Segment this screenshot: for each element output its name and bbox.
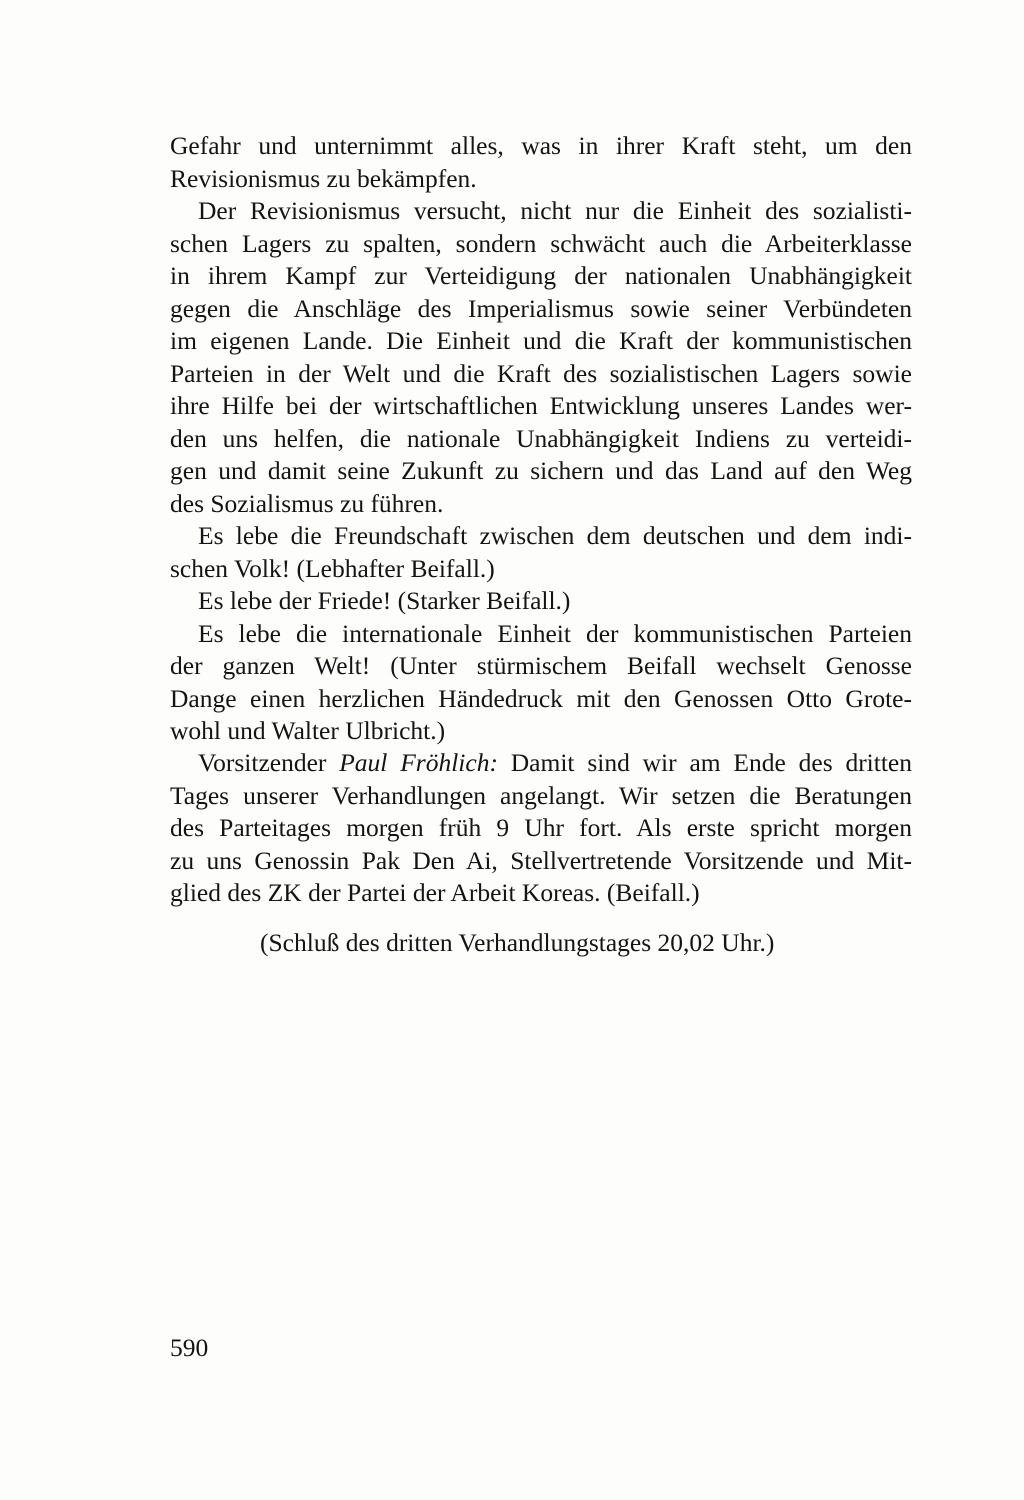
text-line: Revisionismus zu bekämpfen. [170,163,477,193]
page-number: 590 [170,1333,209,1362]
text-line: im eigenen Lande. Die Einheit und die Kraft der kommunistischen [170,326,912,355]
text-line: Es lebe die internationale Einheit der kommunistischen Parteien [198,618,912,648]
text-line: Tages unserer Verhandlungen angelangt. Wir setzen die Beratungen [170,780,912,810]
text-line: schen Lagers zu spalten, sondern schwächt auch die Arbeiterklasse [170,228,912,258]
text-line: Es lebe die Freundschaft zwischen dem deutschen und dem indi- [198,521,912,550]
chair-remarks [170,747,912,910]
text-line: des Parteitages morgen früh 9 Uhr fort. Als erste spricht morgen [170,813,912,842]
text-line: glied des ZK der Partei der Arbeit Koreas. (Beifall.) [170,878,700,907]
text-line: des Sozialismus zu führen. [170,488,444,518]
text-line: Der Revisionismus versucht, nicht nur die Einheit des sozialisti- [198,196,912,225]
text-line: Es lebe der Friede! (Starker Beifall.) [198,586,571,615]
text-line: den uns helfen, die nationale Unabhängigkeit Indiens zu verteidi- [170,423,912,453]
text-line: Parteien in der Welt und die Kraft des sozialistischen Lagers sowie [170,358,912,388]
speech-text [170,130,912,748]
text-line: in ihrem Kampf zur Verteidigung der nationalen Unabhängigkeit [170,261,912,290]
text-line: gegen die Anschläge des Imperialismus sowie seiner Verbündeten [170,293,912,323]
text-line: zu uns Genossin Pak Den Ai, Stellvertretende Vorsitzende und Mit- [170,845,912,875]
text-line: gen und damit seine Zukunft zu sichern und das Land auf den Weg [170,456,912,485]
text-line: wohl und Walter Ulbricht.) [170,716,446,745]
session-closing-note: (Schluß des dritten Verhandlungstages 20,02 Uhr.) [260,928,775,957]
speaker-name: Paul Fröhlich: [339,748,498,777]
chair-first-line [170,747,912,780]
chair-title: Vorsitzender [198,748,340,777]
chair-first-line-text: Damit sind wir am Ende des dritten [497,748,913,777]
text-line: schen Volk! (Lebhafter Beifall.) [170,553,495,583]
text-line: ihre Hilfe bei der wirtschaftlichen Entwicklung unseres Landes wer- [170,391,912,420]
text-line: Gefahr und unternimmt alles, was in ihrer Kraft steht, um den [170,131,912,160]
text-line: der ganzen Welt! (Unter stürmischem Beifall wechselt Genosse [170,651,912,680]
text-line: Dange einen herzlichen Händedruck mit den Genossen Otto Grote- [170,683,912,713]
